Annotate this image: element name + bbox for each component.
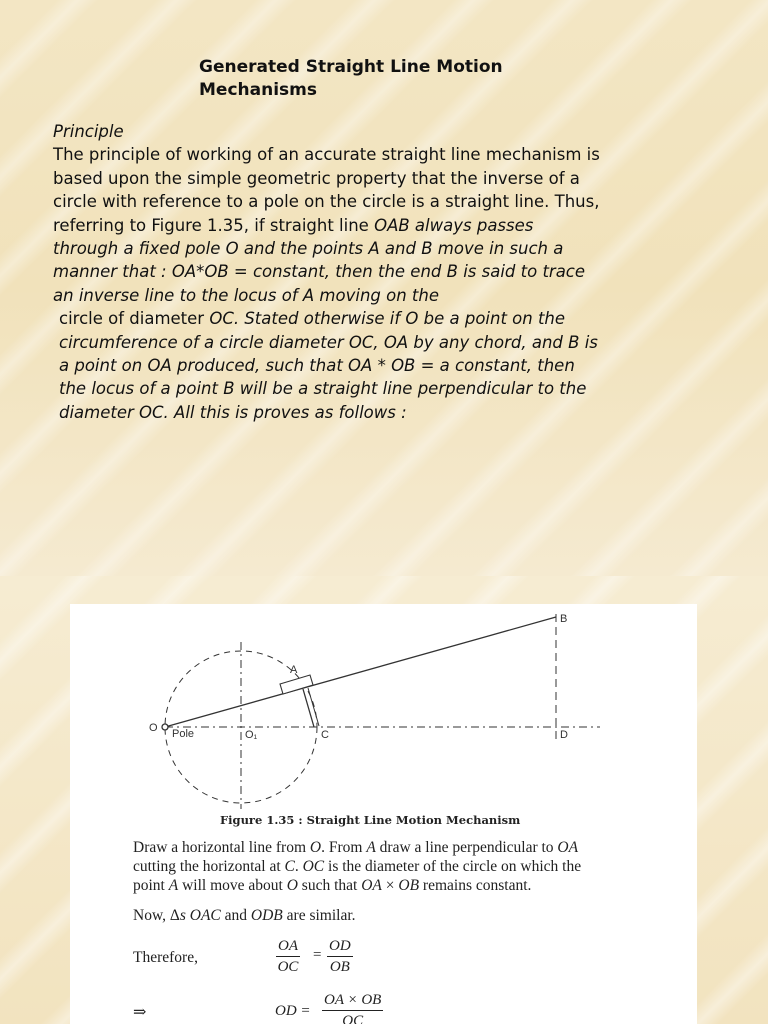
fraction-OD-OB	[327, 938, 353, 976]
fraction-numerator: OD	[327, 938, 353, 957]
text-run: Now, Δ	[133, 907, 180, 924]
label-C: C	[321, 729, 329, 741]
text-run: OB	[398, 877, 420, 894]
body-line-9: circumference of a circle diameter OC, OA by any chord, and B is	[59, 332, 598, 352]
text-run: O	[286, 877, 298, 894]
explanation-line-2	[133, 857, 653, 876]
figure-panel	[70, 604, 697, 1024]
label-D: D	[560, 729, 568, 741]
therefore-label: Therefore,	[133, 949, 198, 966]
label-O: O	[149, 722, 158, 734]
text-run: ×	[381, 877, 399, 894]
link-AC-edge	[308, 688, 319, 726]
fraction-numerator: OA × OB	[322, 992, 383, 1011]
body-line-6: manner that : OA*OB = constant, then the end B is said to trace	[53, 262, 586, 282]
text-run: are similar.	[282, 907, 356, 924]
text-run: will move about	[178, 877, 287, 894]
mechanism-diagram	[70, 604, 697, 834]
slider-block-A	[280, 675, 313, 694]
fraction-denominator: OB	[329, 959, 350, 975]
text-run: ODB	[250, 907, 283, 924]
slide-body	[53, 120, 703, 424]
fraction-OA-OC	[276, 938, 300, 976]
body-line-8-italic: OC. Stated otherwise if O be a point on the	[209, 309, 566, 329]
explanation-line-1	[133, 838, 653, 857]
body-line-1: The principle of working of an accurate straight line mechanism is	[53, 145, 600, 165]
label-pole: Pole	[172, 728, 195, 740]
slide-bottom	[0, 576, 768, 1024]
text-run: Draw a horizontal line from	[133, 839, 310, 856]
body-line-2: based upon the simple geometric property that the inverse of a	[53, 168, 580, 188]
text-run: O	[309, 839, 322, 856]
body-line-12: diameter OC. All this is proves as follows :	[59, 402, 407, 422]
text-run: OC	[302, 858, 325, 875]
label-A: A	[290, 664, 298, 676]
fraction-denominator: OC	[342, 1013, 364, 1024]
text-run: .	[294, 858, 303, 875]
slide-title	[199, 56, 619, 102]
body-line-8	[53, 307, 703, 330]
label-O1: O₁	[245, 729, 258, 741]
text-run: is the diameter of the circle on which the	[324, 858, 582, 875]
text-run: OA	[361, 877, 382, 894]
text-run: s OAC	[179, 907, 221, 924]
explanation-paragraph-2	[133, 906, 653, 925]
text-run: point	[133, 877, 169, 894]
text-run: draw a line perpendicular to	[375, 839, 558, 856]
body-line-5: through a fixed pole O and the points A and B move in such a	[53, 239, 564, 259]
link-AC	[303, 689, 314, 727]
text-run: OA	[557, 839, 579, 856]
text-run: remains constant.	[419, 877, 532, 894]
body-line-4-normal: referring to Figure 1.35, if straight line	[53, 215, 375, 235]
explanation-line-3	[133, 876, 653, 895]
body-line-4	[53, 214, 703, 237]
explanation-paragraph-1	[133, 838, 653, 895]
text-run: A	[366, 839, 376, 856]
body-line-3: circle with reference to a pole on the circle is a straight line. Thus,	[53, 192, 600, 212]
title-line-2: Mechanisms	[199, 80, 317, 100]
od-equals: OD =	[275, 1003, 311, 1019]
text-run: . From	[321, 839, 367, 856]
text-run: such that	[297, 877, 362, 894]
fraction-OAxOB-OC	[322, 992, 383, 1024]
body-line-10: a point on OA produced, such that OA * OB = a constant, then	[59, 356, 575, 376]
text-run: A	[168, 877, 179, 894]
body-line-4-italic: OAB always passes	[374, 215, 534, 235]
text-run: and	[220, 907, 251, 924]
implies-arrow: ⇒	[133, 1002, 147, 1021]
body-line-11: the locus of a point B will be a straight line perpendicular to the	[59, 379, 587, 399]
equals-sign: =	[313, 947, 322, 963]
fraction-denominator: OC	[277, 959, 299, 975]
text-run: cutting the horizontal at	[133, 858, 285, 875]
body-line-7: an inverse line to the locus of A moving on the	[53, 285, 440, 305]
principle-heading: Principle	[53, 122, 124, 141]
pole-O-marker	[162, 724, 168, 730]
label-B: B	[560, 613, 568, 625]
line-OB	[165, 617, 556, 727]
fraction-numerator: OA	[276, 938, 300, 957]
text-run: C	[284, 858, 295, 875]
title-line-1: Generated Straight Line Motion	[199, 57, 503, 77]
body-line-8-normal: circle of diameter	[59, 309, 210, 329]
figure-caption: Figure 1.35 : Straight Line Motion Mechanism	[220, 813, 521, 827]
